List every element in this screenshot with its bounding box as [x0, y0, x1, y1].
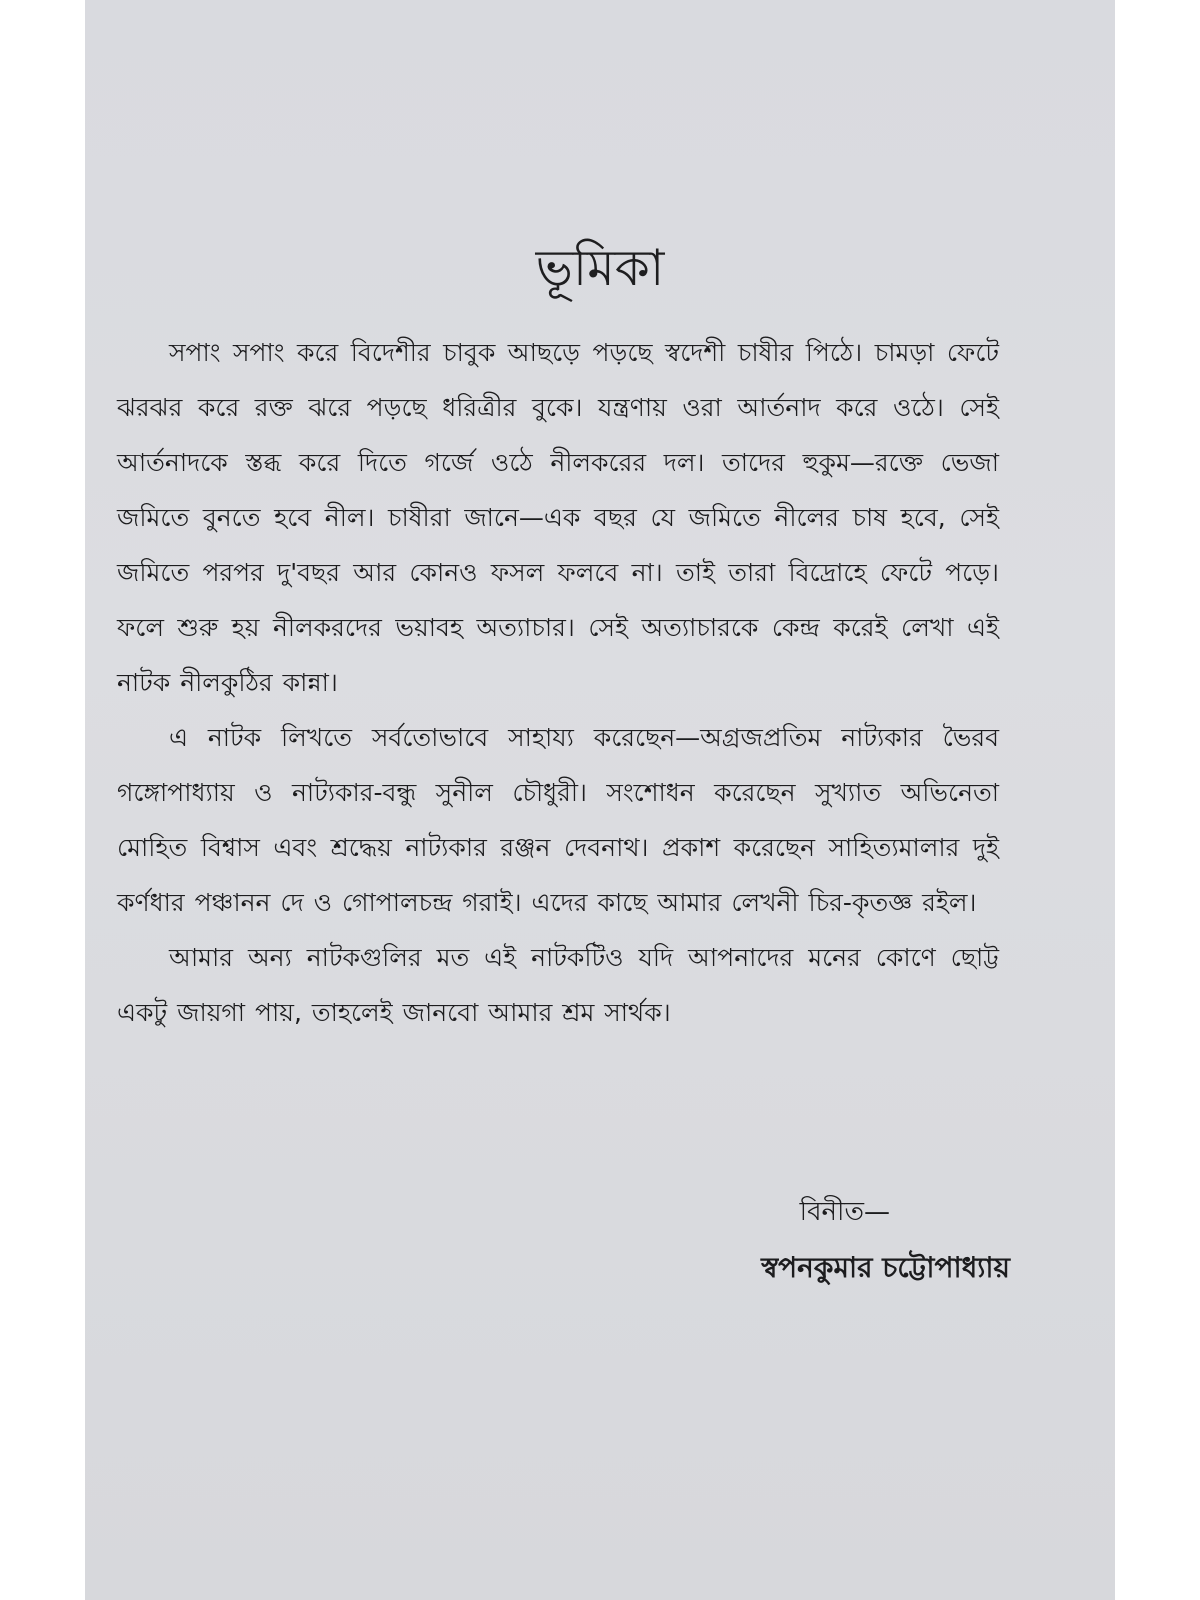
author-name: স্বপনকুমার চট্টোপাধ্যায়	[761, 1251, 1010, 1284]
book-page	[85, 0, 1115, 1600]
paragraph-1: সপাং সপাং করে বিদেশীর চাবুক আছড়ে পড়ছে স্বদেশী চাষীর পিঠে। চামড়া ফেটে ঝরঝর করে রক্ত ঝরে পড়ছে ধরিত্রীর বুকে। যন্ত্রণায় ওরা আর্তনাদ করে ওঠে। সেই আর্তনাদকে স্তব্ধ করে দিতে গর্জে ওঠে নীলকরের দল। তাদের হুকুম—রক্তে ভেজা জমিতে বুনতে হবে নীল। চাষীরা জানে—এক বছর যে জমিতে নীলের চাষ হবে, সেই জমিতে পরপর দু'বছর আর কোনও ফসল ফলবে না। তাই তারা বিদ্রোহে ফেটে পড়ে। ফলে শুরু হয় নীলকরদের ভয়াবহ অত্যাচার। সেই অত্যাচারকে কেন্দ্র করেই লেখা এই নাটক নীলকুঠির কান্না।	[117, 338, 999, 697]
paragraph-3: আমার অন্য নাটকগুলির মত এই নাটকটিও যদি আপনাদের মনের কোণে ছোট্ট একটু জায়গা পায়, তাহলেই জানবো আমার শ্রম সার্থক।	[117, 943, 999, 1027]
signature-greeting: বিনীত—	[799, 1197, 890, 1227]
paragraph-2: এ নাটক লিখতে সর্বতোভাবে সাহায্য করেছেন—অগ্রজপ্রতিম নাট্যকার ভৈরব গঙ্গোপাধ্যায় ও নাট্যকার-বন্ধু সুনীল চৌধুরী। সংশোধন করেছেন সুখ্যাত অভিনেতা মোহিত বিশ্বাস এবং শ্রদ্ধেয় নাট্যকার রঞ্জন দেবনাথ। প্রকাশ করেছেন সাহিত্যমালার দুই কর্ণধার পঞ্চানন দে ও গোপালচন্দ্র গরাই। এদের কাছে আমার লেখনী চির-কৃতজ্ঞ রইল।	[117, 723, 999, 917]
preface-body	[117, 325, 999, 1040]
page-title: ভূমিকা	[535, 239, 665, 297]
signature-block	[761, 1195, 1010, 1285]
